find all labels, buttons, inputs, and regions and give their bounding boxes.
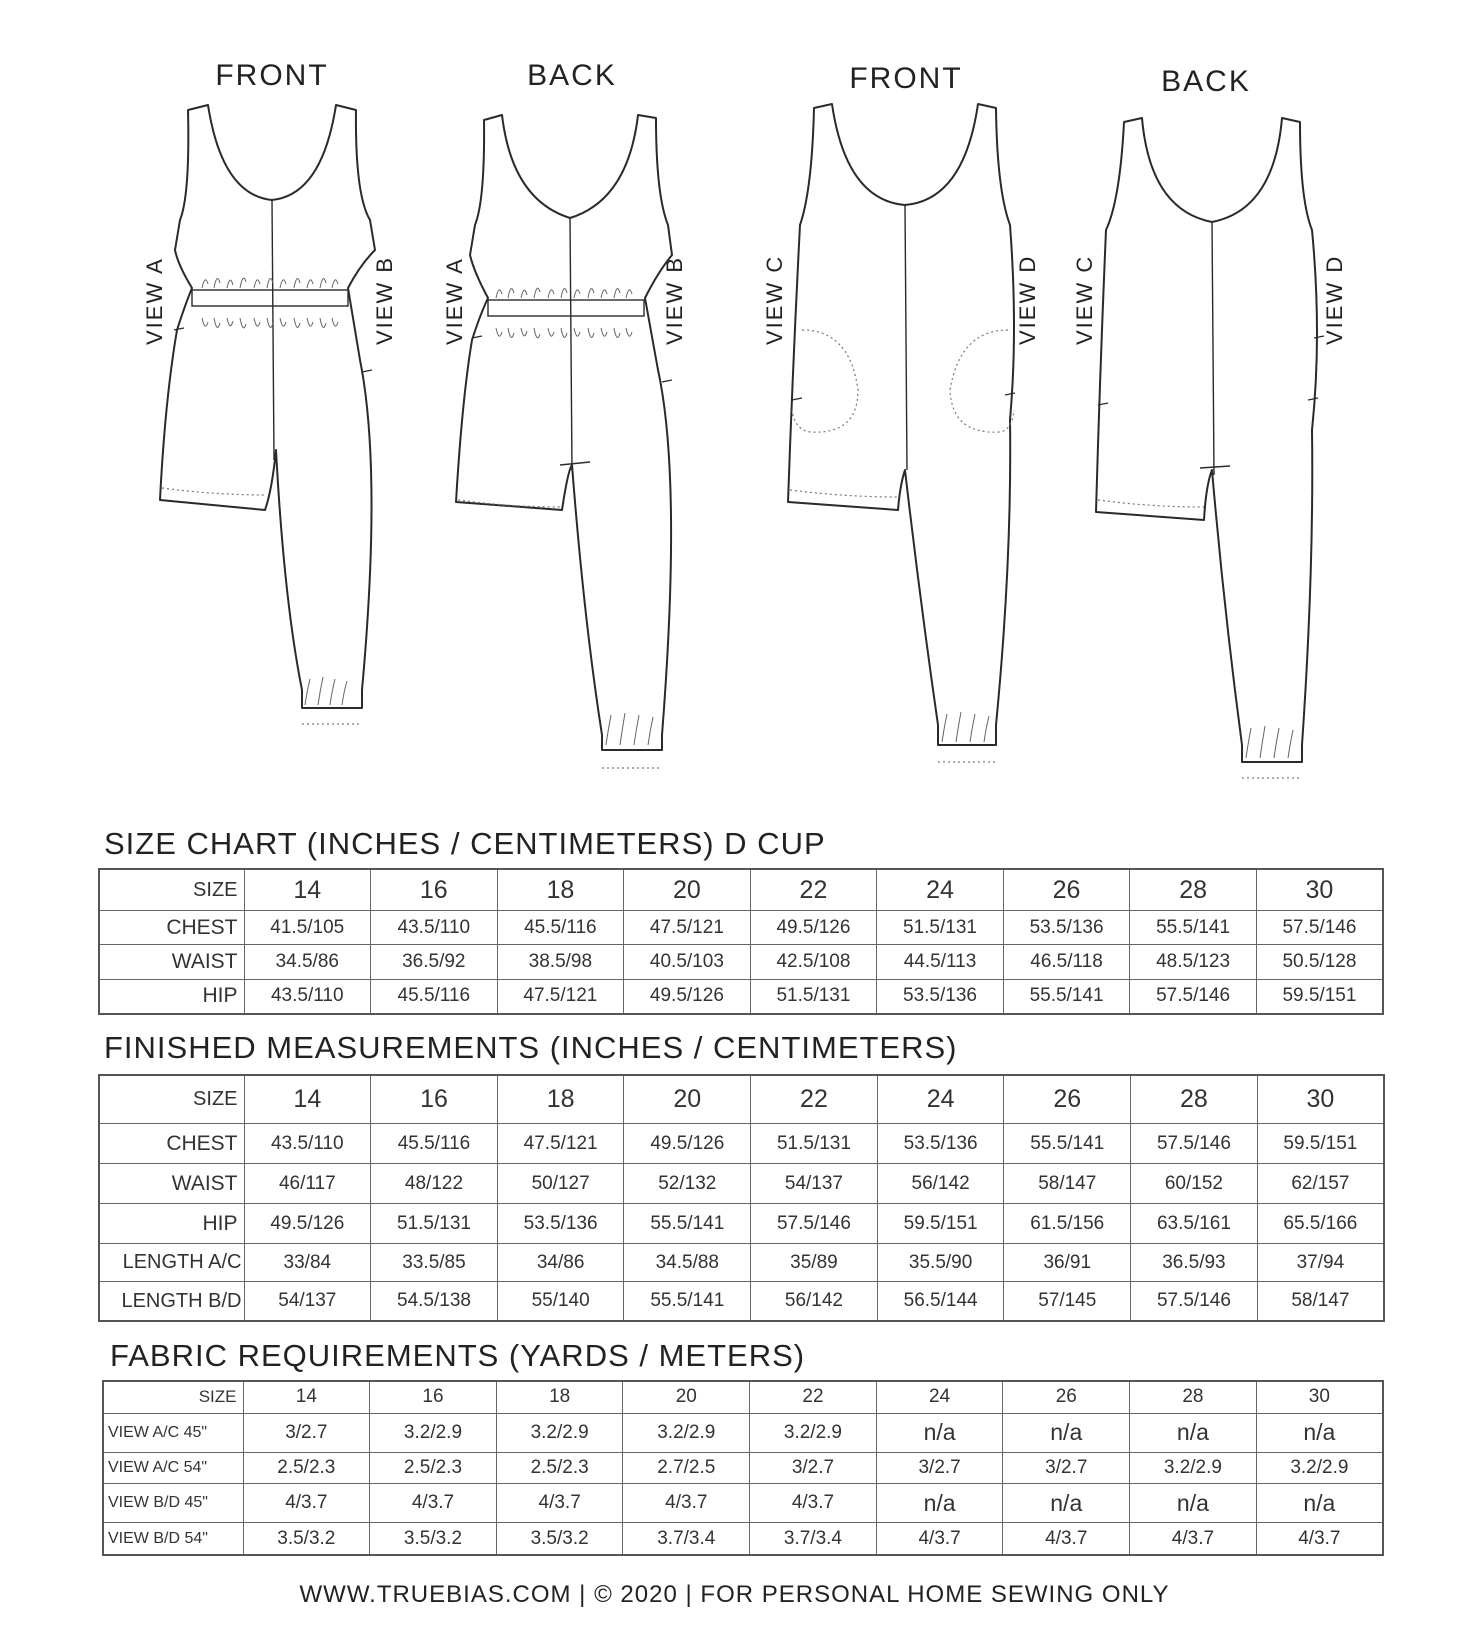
jumpsuit-front-ab-drawing (160, 105, 375, 724)
table-cell: 3.2/2.9 (623, 1413, 750, 1452)
row-label: LENGTH B/D (99, 1282, 244, 1321)
table-cell: 60/152 (1131, 1164, 1258, 1204)
table-cell: 54/137 (751, 1164, 878, 1204)
table-cell: 37/94 (1257, 1243, 1384, 1281)
view-label-c-back: VIEW C (1072, 254, 1097, 345)
table-cell: 2.5/2.3 (370, 1452, 497, 1484)
fabric-size: 20 (623, 1381, 750, 1413)
size-chart-size: 20 (624, 869, 751, 911)
table-cell: 65.5/166 (1257, 1204, 1384, 1244)
finished-row-length-ac (99, 1243, 1384, 1281)
table-cell: 55.5/141 (624, 1282, 751, 1321)
table-cell: 47.5/121 (624, 911, 751, 945)
table-cell: 57.5/146 (1131, 1124, 1258, 1164)
table-cell: 43.5/110 (371, 911, 498, 945)
table-cell: 61.5/156 (1004, 1204, 1131, 1244)
table-cell: 58/147 (1257, 1282, 1384, 1321)
finished-row-waist (99, 1164, 1384, 1204)
table-cell: 3/2.7 (750, 1452, 877, 1484)
table-cell: n/a (876, 1413, 1003, 1452)
size-chart-size: 14 (244, 869, 371, 911)
row-label: LENGTH A/C (99, 1243, 244, 1281)
copyright-text: © 2020 (594, 1581, 678, 1608)
fabric-header-row (103, 1381, 1383, 1413)
fabric-row-bd-54 (103, 1523, 1383, 1556)
table-cell: 3.5/3.2 (243, 1523, 370, 1556)
table-cell: 59.5/151 (1256, 979, 1383, 1014)
view-label-a-front: VIEW A (142, 257, 167, 345)
table-cell: n/a (1256, 1484, 1383, 1523)
table-cell: 59.5/151 (1257, 1124, 1384, 1164)
fabric-size: 14 (243, 1381, 370, 1413)
view-label-d-back: VIEW D (1322, 254, 1347, 345)
fabric-row-bd-45 (103, 1484, 1383, 1523)
finished-size: 16 (371, 1075, 498, 1124)
table-cell: 55.5/141 (1130, 911, 1257, 945)
size-chart-size: 24 (877, 869, 1004, 911)
table-cell: 3.2/2.9 (750, 1413, 877, 1452)
table-cell: 40.5/103 (624, 945, 751, 979)
table-cell: n/a (1130, 1413, 1257, 1452)
fabric-size: 30 (1256, 1381, 1383, 1413)
table-cell: 57/145 (1004, 1282, 1131, 1321)
table-cell: 59.5/151 (877, 1204, 1004, 1244)
table-cell: 36/91 (1004, 1243, 1131, 1281)
table-cell: 49.5/126 (624, 1124, 751, 1164)
table-cell: 52/132 (624, 1164, 751, 1204)
fabric-size: 28 (1130, 1381, 1257, 1413)
footer-divider: | (685, 1581, 701, 1608)
row-label: CHEST (99, 1124, 244, 1164)
finished-size: 14 (244, 1075, 371, 1124)
row-label: VIEW A/C 54" (103, 1452, 243, 1484)
table-cell: 53.5/136 (497, 1204, 624, 1244)
table-cell: 49.5/126 (624, 979, 751, 1014)
view-label-d-front: VIEW D (1015, 254, 1040, 345)
finished-row-length-bd (99, 1282, 1384, 1321)
table-cell: 51.5/131 (371, 1204, 498, 1244)
fabric-requirements-title: FABRIC REQUIREMENTS (YARDS / METERS) (110, 1338, 806, 1373)
view-label-b-front: VIEW B (372, 255, 397, 345)
finished-header-label: SIZE (99, 1075, 244, 1124)
table-cell: n/a (1003, 1484, 1130, 1523)
size-chart-size: 28 (1130, 869, 1257, 911)
view-label-a-back: VIEW A (442, 257, 467, 345)
finished-measurements-title: FINISHED MEASUREMENTS (INCHES / CENTIMETERS) (104, 1030, 958, 1065)
size-chart-size: 26 (1003, 869, 1130, 911)
table-cell: 3.5/3.2 (496, 1523, 623, 1556)
row-label: VIEW B/D 54" (103, 1523, 243, 1556)
finished-size: 26 (1004, 1075, 1131, 1124)
row-label: WAIST (99, 945, 244, 979)
table-cell: 49.5/126 (750, 911, 877, 945)
table-cell: 51.5/131 (750, 979, 877, 1014)
size-chart-header-label: SIZE (99, 869, 244, 911)
table-cell: 3.7/3.4 (623, 1523, 750, 1556)
fabric-requirements-table (102, 1380, 1384, 1556)
size-chart-row-hip (99, 979, 1383, 1014)
table-cell: 56/142 (751, 1282, 878, 1321)
table-cell: 47.5/121 (497, 1124, 624, 1164)
row-label: VIEW B/D 45" (103, 1484, 243, 1523)
table-cell: 44.5/113 (877, 945, 1004, 979)
table-cell: 3.2/2.9 (370, 1413, 497, 1452)
table-cell: 4/3.7 (243, 1484, 370, 1523)
table-cell: 46/117 (244, 1164, 371, 1204)
fabric-size: 18 (496, 1381, 623, 1413)
size-chart-row-waist (99, 945, 1383, 979)
size-chart-size: 16 (371, 869, 498, 911)
view-label-c-front: VIEW C (762, 254, 787, 345)
jumpsuit-back-cd-drawing (1096, 118, 1324, 778)
table-cell: n/a (1256, 1413, 1383, 1452)
view-title-front-ab: FRONT (215, 59, 329, 92)
size-chart-size: 30 (1256, 869, 1383, 911)
jumpsuit-back-ab-drawing (456, 115, 672, 768)
table-cell: 4/3.7 (1256, 1523, 1383, 1556)
table-cell: 36.5/93 (1131, 1243, 1258, 1281)
table-cell: 3/2.7 (1003, 1452, 1130, 1484)
table-cell: 51.5/131 (877, 911, 1004, 945)
table-cell: 57.5/146 (1256, 911, 1383, 945)
table-cell: 50/127 (497, 1164, 624, 1204)
table-cell: n/a (876, 1484, 1003, 1523)
table-cell: 43.5/110 (244, 1124, 371, 1164)
table-cell: 48/122 (371, 1164, 498, 1204)
table-cell: 38.5/98 (497, 945, 624, 979)
fabric-row-ac-45 (103, 1413, 1383, 1452)
finished-size: 22 (751, 1075, 878, 1124)
row-label: WAIST (99, 1164, 244, 1204)
table-cell: 57.5/146 (751, 1204, 878, 1244)
fabric-size: 24 (876, 1381, 1003, 1413)
table-cell: 4/3.7 (496, 1484, 623, 1523)
size-chart-title: SIZE CHART (INCHES / CENTIMETERS) D CUP (104, 826, 826, 861)
table-cell: 46.5/118 (1003, 945, 1130, 979)
fabric-header-label: SIZE (103, 1381, 243, 1413)
table-cell: 47.5/121 (497, 979, 624, 1014)
footer-divider: | (579, 1581, 595, 1608)
table-cell: 43.5/110 (244, 979, 371, 1014)
fabric-size: 16 (370, 1381, 497, 1413)
table-cell: 4/3.7 (623, 1484, 750, 1523)
table-cell: 54.5/138 (371, 1282, 498, 1321)
fabric-size: 22 (750, 1381, 877, 1413)
table-cell: 63.5/161 (1131, 1204, 1258, 1244)
table-cell: 34/86 (497, 1243, 624, 1281)
table-cell: 56/142 (877, 1164, 1004, 1204)
finished-size: 28 (1131, 1075, 1258, 1124)
table-cell: 3.5/3.2 (370, 1523, 497, 1556)
finished-row-hip (99, 1204, 1384, 1244)
table-cell: 34.5/86 (244, 945, 371, 979)
table-cell: 62/157 (1257, 1164, 1384, 1204)
table-cell: 55/140 (497, 1282, 624, 1321)
table-cell: 35.5/90 (877, 1243, 1004, 1281)
table-cell: 53.5/136 (877, 979, 1004, 1014)
table-cell: 57.5/146 (1131, 1282, 1258, 1321)
table-cell: 45.5/116 (371, 979, 498, 1014)
table-cell: 4/3.7 (1003, 1523, 1130, 1556)
table-cell: 4/3.7 (1130, 1523, 1257, 1556)
table-cell: 4/3.7 (370, 1484, 497, 1523)
size-chart-row-chest (99, 911, 1383, 945)
table-cell: 54/137 (244, 1282, 371, 1321)
table-cell: 3.7/3.4 (750, 1523, 877, 1556)
table-cell: 4/3.7 (750, 1484, 877, 1523)
website-link[interactable]: WWW.TRUEBIAS.COM (299, 1581, 572, 1608)
table-cell: 53.5/136 (1003, 911, 1130, 945)
table-cell: 55.5/141 (1004, 1124, 1131, 1164)
table-cell: 2.5/2.3 (496, 1452, 623, 1484)
size-chart-size: 22 (750, 869, 877, 911)
table-cell: 2.5/2.3 (243, 1452, 370, 1484)
table-cell: 58/147 (1004, 1164, 1131, 1204)
finished-size: 30 (1257, 1075, 1384, 1124)
table-cell: 3.2/2.9 (1130, 1452, 1257, 1484)
table-cell: 34.5/88 (624, 1243, 751, 1281)
size-chart-table (98, 868, 1384, 1015)
table-cell: n/a (1130, 1484, 1257, 1523)
jumpsuit-front-cd-drawing (788, 104, 1015, 762)
garment-illustrations (0, 0, 1469, 790)
finished-size: 20 (624, 1075, 751, 1124)
table-cell: 48.5/123 (1130, 945, 1257, 979)
view-title-back-cd: BACK (1161, 65, 1251, 98)
fabric-row-ac-54 (103, 1452, 1383, 1484)
row-label: HIP (99, 1204, 244, 1244)
table-cell: 41.5/105 (244, 911, 371, 945)
size-chart-header-row (99, 869, 1383, 911)
table-cell: 53.5/136 (877, 1124, 1004, 1164)
table-cell: 50.5/128 (1256, 945, 1383, 979)
page-footer (0, 1581, 1469, 1609)
table-cell: 45.5/116 (497, 911, 624, 945)
size-chart-size: 18 (497, 869, 624, 911)
finished-row-chest (99, 1124, 1384, 1164)
finished-size: 18 (497, 1075, 624, 1124)
table-cell: 51.5/131 (751, 1124, 878, 1164)
table-cell: 57.5/146 (1130, 979, 1257, 1014)
fabric-size: 26 (1003, 1381, 1130, 1413)
table-cell: 56.5/144 (877, 1282, 1004, 1321)
view-title-front-cd: FRONT (849, 62, 963, 95)
table-cell: 49.5/126 (244, 1204, 371, 1244)
table-cell: 3.2/2.9 (496, 1413, 623, 1452)
table-cell: 42.5/108 (750, 945, 877, 979)
table-cell: 35/89 (751, 1243, 878, 1281)
table-cell: 33/84 (244, 1243, 371, 1281)
finished-size: 24 (877, 1075, 1004, 1124)
table-cell: 45.5/116 (371, 1124, 498, 1164)
row-label: VIEW A/C 45" (103, 1413, 243, 1452)
usage-notice: FOR PERSONAL HOME SEWING ONLY (700, 1581, 1170, 1608)
table-cell: 33.5/85 (371, 1243, 498, 1281)
table-cell: 36.5/92 (371, 945, 498, 979)
row-label: HIP (99, 979, 244, 1014)
table-cell: 4/3.7 (876, 1523, 1003, 1556)
table-cell: 3/2.7 (243, 1413, 370, 1452)
table-cell: 2.7/2.5 (623, 1452, 750, 1484)
table-cell: 55.5/141 (1003, 979, 1130, 1014)
view-title-back-ab: BACK (527, 59, 617, 92)
table-cell: n/a (1003, 1413, 1130, 1452)
view-label-b-back: VIEW B (662, 255, 687, 345)
table-cell: 3/2.7 (876, 1452, 1003, 1484)
table-cell: 55.5/141 (624, 1204, 751, 1244)
table-cell: 3.2/2.9 (1256, 1452, 1383, 1484)
finished-measurements-table (98, 1074, 1385, 1322)
finished-header-row (99, 1075, 1384, 1124)
row-label: CHEST (99, 911, 244, 945)
